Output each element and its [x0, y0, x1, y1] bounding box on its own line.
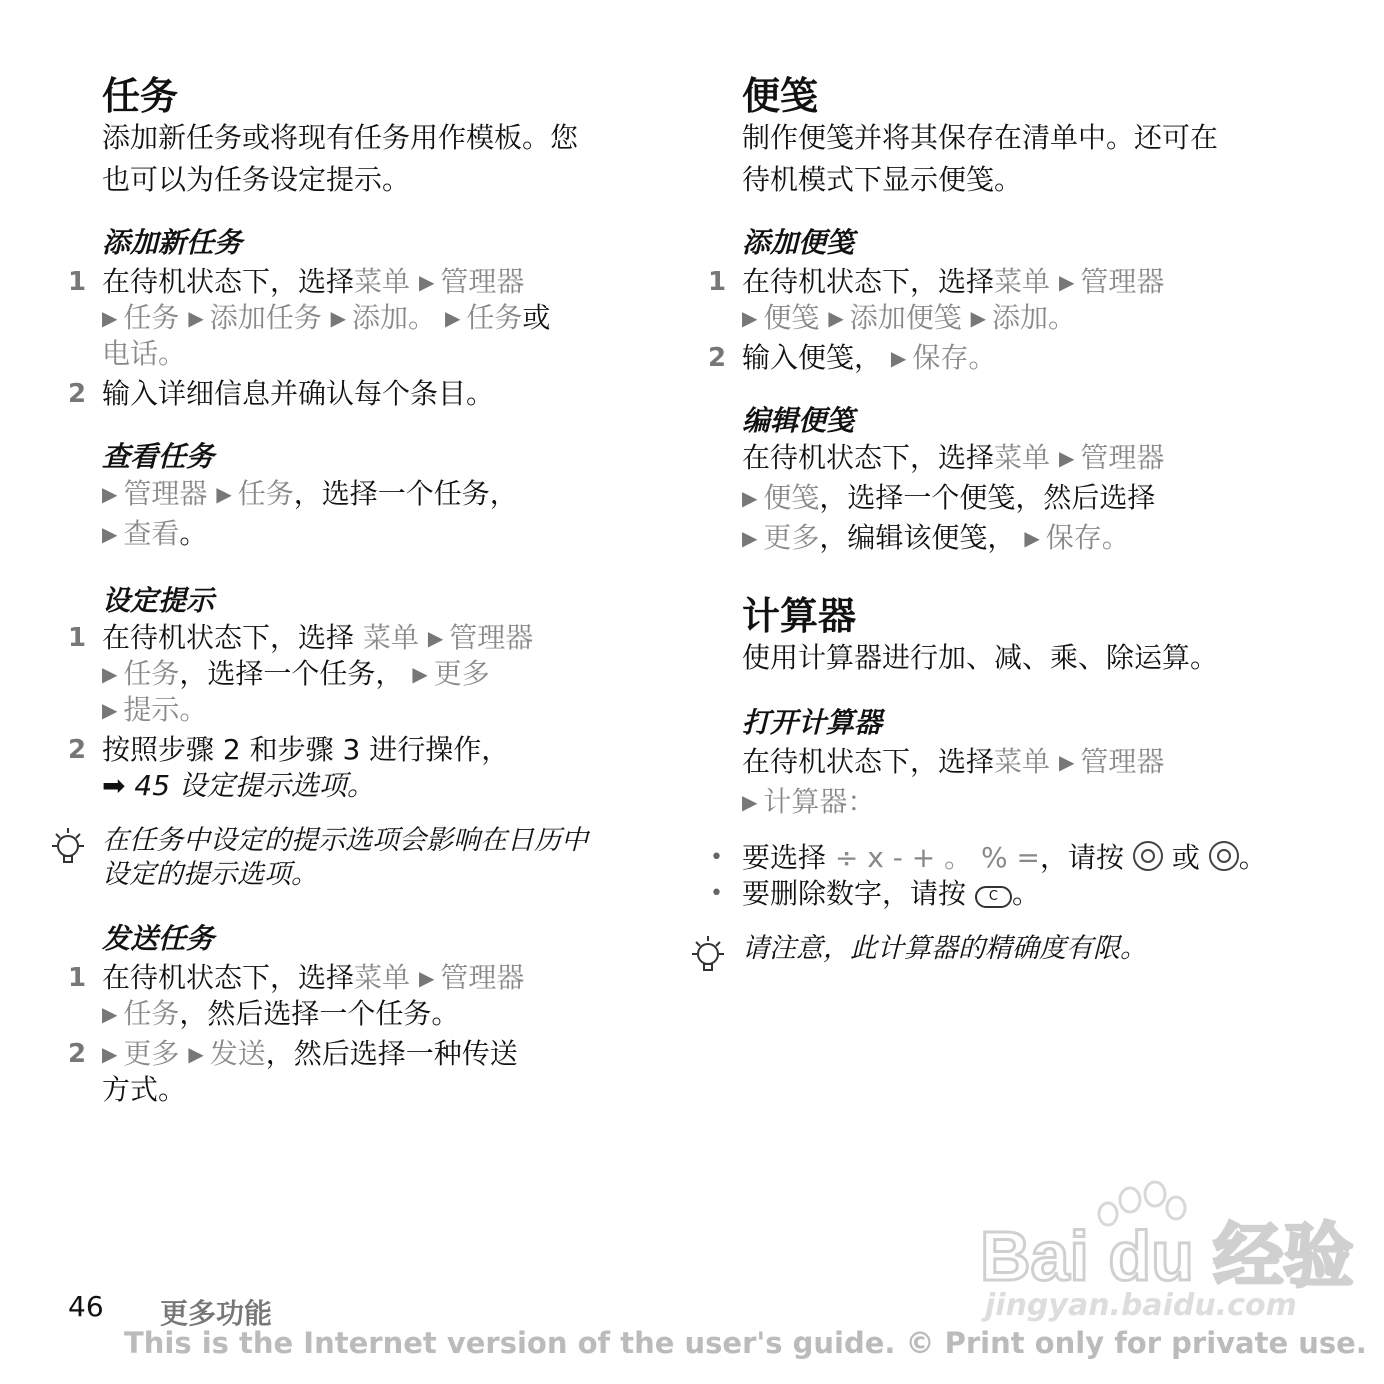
add-task-step1-line1: 在待机状态下，选择菜单 ▶ 管理器 — [102, 265, 525, 298]
footer-section-title: 更多功能 — [160, 1297, 273, 1330]
arrow-icon: ▶ — [102, 1042, 118, 1066]
edit-note-line3: ▶ 更多，编辑该便笺， ▶ 保存。 — [742, 521, 1130, 554]
step-number: 1 — [68, 267, 87, 297]
arrow-icon: ▶ — [1024, 526, 1040, 550]
subtitle-edit-note: 编辑便笺 — [742, 404, 855, 437]
step-number: 2 — [708, 343, 727, 373]
section-title-calculator: 计算器 — [742, 594, 857, 638]
arrow-icon: ▶ — [418, 966, 435, 990]
add-task-step1-line3: 电话。 — [102, 337, 187, 370]
reminder-step1-line2: ▶ 任务，选择一个任务， ▶ 更多 — [102, 657, 490, 690]
arrow-icon: ▶ — [444, 306, 461, 330]
arrow-icon: ▶ — [102, 662, 118, 686]
operator-keys: ÷ x - + 。 % = — [834, 841, 1040, 874]
arrow-icon: ▶ — [102, 698, 118, 722]
reminder-step1-line3: ▶ 提示。 — [102, 693, 208, 726]
footer-notice: This is the Internet version of the user's guide. © Print only for private use. — [124, 1326, 1367, 1360]
reminder-step2: 按照步骤 2 和步骤 3 进行操作， — [102, 733, 510, 766]
reminder-step1-line1: 在待机状态下，选择 菜单 ▶ 管理器 — [102, 621, 534, 654]
arrow-icon: ▶ — [102, 306, 118, 330]
step-number: 2 — [68, 735, 87, 765]
arrow-icon: ▶ — [412, 662, 428, 686]
add-task-step1-line2: ▶ 任务 ▶ 添加任务 ▶ 添加。 ▶ 任务或 — [102, 301, 551, 334]
open-calc-line1: 在待机状态下，选择菜单 ▶ 管理器 — [742, 745, 1165, 778]
edit-note-line2: ▶ 便笺，选择一个便笺，然后选择 — [742, 481, 1156, 514]
notes-desc-1: 制作便笺并将其保存在清单中。还可在 — [742, 121, 1219, 154]
arrow-icon: ▶ — [330, 306, 347, 330]
subtitle-open-calculator: 打开计算器 — [742, 706, 883, 739]
arrow-icon: ▶ — [102, 1002, 118, 1026]
arrow-icon: ▶ — [418, 270, 435, 294]
clear-key-icon: C — [975, 886, 1012, 908]
nav-key-right-icon — [1209, 841, 1239, 871]
page-number: 46 — [68, 1290, 104, 1323]
arrow-icon: ▶ — [102, 482, 118, 506]
nav-key-left-icon — [1133, 841, 1163, 871]
tasks-desc-1: 添加新任务或将现有任务用作模板。您 — [102, 121, 579, 154]
calculator-desc: 使用计算器进行加、减、乘、除运算。 — [742, 641, 1219, 674]
view-task-line2: ▶ 查看。 — [102, 517, 208, 550]
subtitle-add-note: 添加便笺 — [742, 226, 855, 259]
reminder-ref: ➡ 45 设定提示选项。 — [102, 769, 375, 802]
arrow-icon: ▶ — [188, 1042, 204, 1066]
step-number: 1 — [68, 623, 87, 653]
arrow-icon: ▶ — [742, 526, 758, 550]
add-note-step2: 输入便笺， ▶ 保存。 — [742, 341, 997, 374]
bullet-dot: • — [710, 881, 723, 906]
arrow-icon: ▶ — [742, 486, 758, 510]
arrow-icon: ▶ — [890, 346, 907, 370]
subtitle-add-task: 添加新任务 — [102, 226, 243, 259]
subtitle-set-reminder: 设定提示 — [102, 584, 215, 617]
calc-tip: 请注意，此计算器的精确度有限。 — [742, 933, 1147, 964]
arrow-icon: ▶ — [828, 306, 844, 330]
arrow-icon: ▶ — [1058, 270, 1075, 294]
tasks-desc-2: 也可以为任务设定提示。 — [102, 163, 411, 196]
step-number: 2 — [68, 1039, 87, 1069]
notes-desc-2: 待机模式下显示便笺。 — [742, 163, 1023, 196]
arrow-icon: ▶ — [742, 790, 758, 814]
step-number: 1 — [68, 963, 87, 993]
add-task-step2: 输入详细信息并确认每个条目。 — [102, 377, 495, 410]
svg-text:Bai du 经验: Bai du 经验 — [980, 1217, 1354, 1295]
calc-bullet-2: 要删除数字，请按 C 。 — [742, 877, 1041, 910]
arrow-icon: ▶ — [742, 306, 758, 330]
menu-link: 菜单 — [354, 265, 411, 298]
tip-line-2: 设定的提示选项。 — [102, 859, 318, 890]
send-step1-line1: 在待机状态下，选择菜单 ▶ 管理器 — [102, 961, 525, 994]
arrow-icon: ▶ — [216, 482, 232, 506]
send-step2-line2: 方式。 — [102, 1073, 187, 1106]
bullet-dot: • — [710, 845, 723, 870]
section-title-tasks: 任务 — [102, 74, 179, 118]
open-calc-line2: ▶ 计算器： — [742, 785, 876, 818]
step-number: 2 — [68, 379, 87, 409]
tip-line-1: 在任务中设定的提示选项会影响在日历中 — [102, 825, 588, 856]
section-title-notes: 便笺 — [742, 74, 819, 118]
tip-bulb-icon — [688, 934, 728, 980]
calc-bullet-1: 要选择 ÷ x - + 。 % =，请按 或 。 — [742, 841, 1267, 874]
edit-note-line1: 在待机状态下，选择菜单 ▶ 管理器 — [742, 441, 1165, 474]
send-step1-line2: ▶ 任务，然后选择一个任务。 — [102, 997, 460, 1030]
add-note-step1-line2: ▶ 便笺 ▶ 添加便笺 ▶ 添加。 — [742, 301, 1077, 334]
subtitle-view-task: 查看任务 — [102, 440, 215, 473]
subtitle-send-task: 发送任务 — [102, 922, 215, 955]
add-note-step1-line1: 在待机状态下，选择菜单 ▶ 管理器 — [742, 265, 1165, 298]
arrow-icon: ▶ — [1058, 446, 1075, 470]
view-task-line1: ▶ 管理器 ▶ 任务，选择一个任务， — [102, 477, 518, 510]
step-number: 1 — [708, 267, 727, 297]
arrow-icon: ▶ — [188, 306, 204, 330]
send-step2-line1: ▶ 更多 ▶ 发送，然后选择一种传送 — [102, 1037, 518, 1070]
baidu-watermark-logo — [980, 1180, 1354, 1300]
arrow-icon: ▶ — [102, 522, 118, 546]
arrow-icon: ▶ — [970, 306, 987, 330]
pointer-icon: ➡ — [102, 769, 126, 802]
tip-bulb-icon — [48, 826, 88, 872]
arrow-icon: ▶ — [427, 626, 444, 650]
baidu-watermark-url: jingyan.baidu.com — [985, 1288, 1297, 1323]
arrow-icon: ▶ — [1058, 750, 1075, 774]
